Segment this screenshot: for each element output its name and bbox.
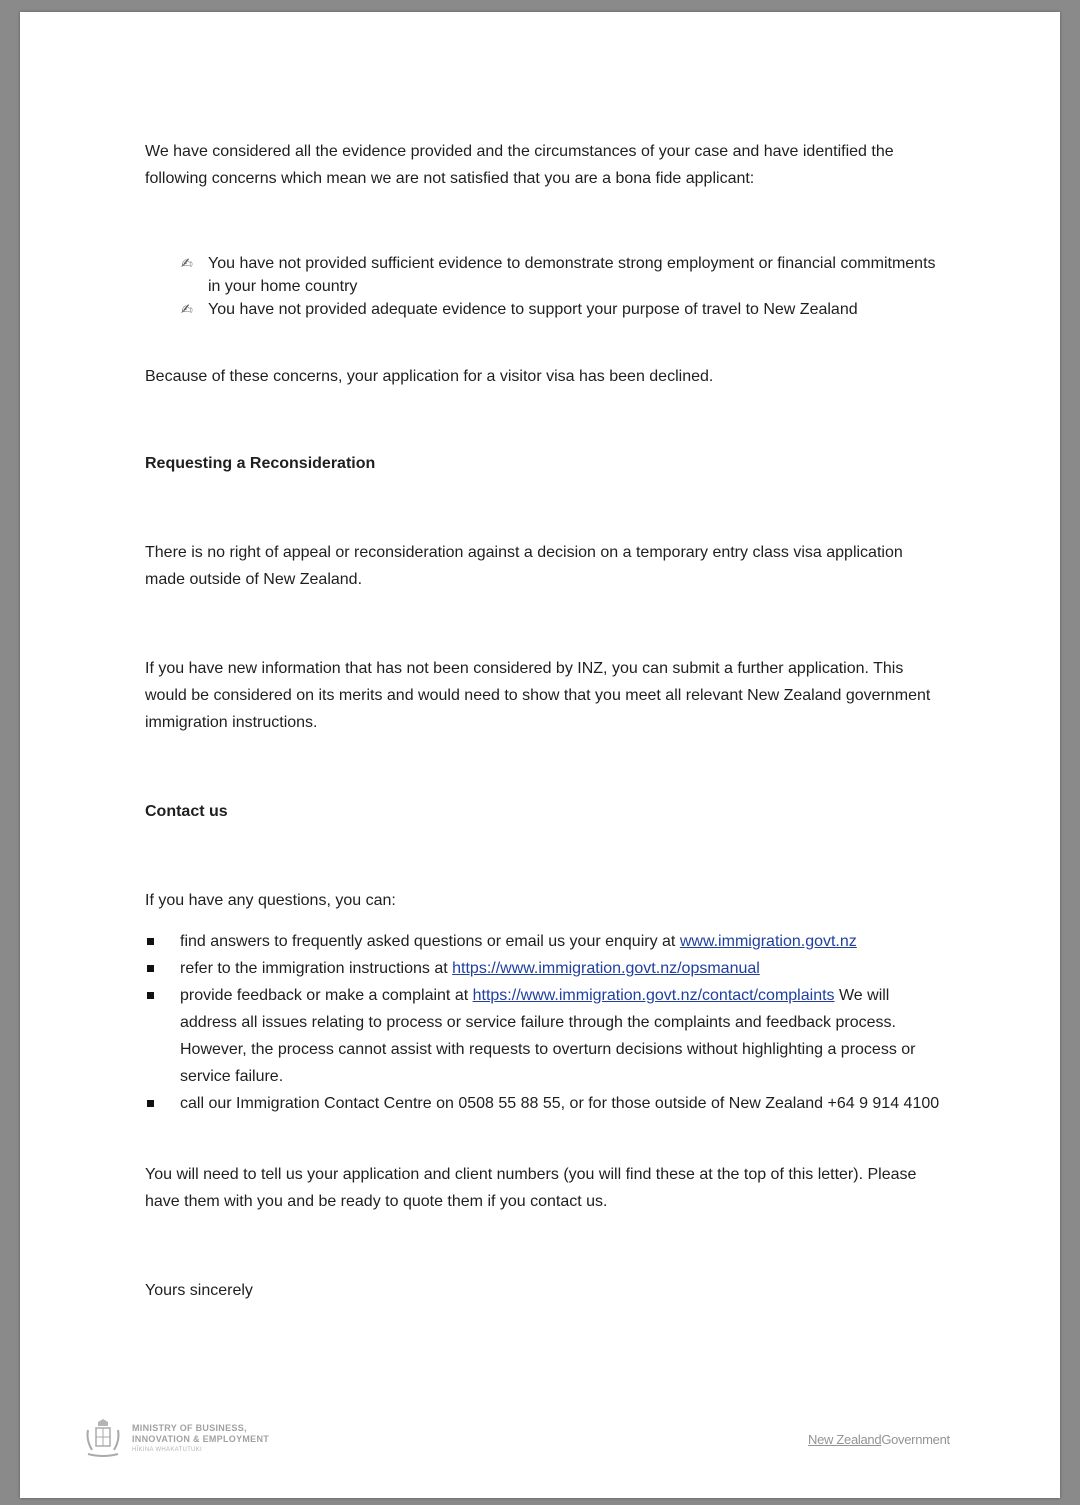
- contact-item-faq: [145, 928, 945, 955]
- concern-text: You have not provided sufficient evidence to demonstrate strong employment or financial commitments in your home country: [208, 255, 936, 295]
- concern-item: [181, 298, 945, 321]
- immigration-website-link[interactable]: www.immigration.govt.nz: [679, 933, 857, 950]
- mbie-wordmark: [132, 1423, 269, 1456]
- declined-paragraph: Because of these concerns, your application for a visitor visa has been declined.: [145, 368, 714, 385]
- intro-paragraph: We have considered all the evidence provided and the circumstances of your case and have identified the following concerns which mean we are not satisfied that you are a bona fide applicant:: [145, 143, 894, 187]
- square-bullet-icon: [147, 965, 154, 972]
- complaint-note: We will address all issues relating to process or service failure through the complaints and feedback process. However, the process cannot assist with requests to overturn decisions without highlighting a process or service failure.: [180, 987, 916, 1085]
- nzgov-part-2: Government: [881, 1432, 950, 1447]
- pencil-check-icon: ✍: [181, 301, 193, 317]
- square-bullet-icon: [147, 992, 154, 999]
- contact-list: [145, 928, 945, 1117]
- faq-text: find answers to frequently asked questions or email us your enquiry at: [180, 933, 676, 950]
- numbers-paragraph: You will need to tell us your application and client numbers (you will find these at the top of this letter). Please have them with you and be ready to quote them if you contact us.: [145, 1166, 917, 1210]
- concern-text: You have not provided adequate evidence to support your purpose of travel to New Zealand: [208, 301, 858, 318]
- questions-intro: If you have any questions, you can:: [145, 892, 396, 909]
- mbie-line-2: INNOVATION & EMPLOYMENT: [132, 1433, 270, 1444]
- contact-item-complaint: [145, 982, 945, 1090]
- letter-body: [145, 138, 945, 1304]
- contact-item-opsmanual: [145, 955, 945, 982]
- complaints-link[interactable]: https://www.immigration.govt.nz/contact/complaints: [472, 987, 835, 1004]
- new-info-paragraph: If you have new information that has not been considered by INZ, you can submit a further application. This would be considered on its merits and would need to show that you meet all relevant New Zealand government immigration instructions.: [145, 660, 931, 731]
- letter-page: [20, 12, 1060, 1498]
- nz-coat-of-arms-icon: [82, 1418, 124, 1460]
- signoff: Yours sincerely: [145, 1282, 253, 1299]
- nz-government-logo: [808, 1432, 950, 1447]
- square-bullet-icon: [147, 938, 154, 945]
- contact-heading: Contact us: [145, 803, 228, 820]
- mbie-line-3: HĪKINA WHAKATUTUKI: [132, 1446, 202, 1453]
- pencil-check-icon: ✍: [181, 255, 193, 271]
- call-text: call our Immigration Contact Centre on 0508 55 88 55, or for those outside of New Zealand +64 9 914 4100: [180, 1095, 940, 1112]
- opsmanual-text: refer to the immigration instructions at: [180, 960, 448, 977]
- square-bullet-icon: [147, 1100, 154, 1107]
- reconsideration-heading: Requesting a Reconsideration: [145, 455, 376, 472]
- mbie-line-1: MINISTRY OF BUSINESS,: [132, 1422, 247, 1433]
- complaint-text: provide feedback or make a complaint at: [180, 987, 469, 1004]
- appeal-paragraph: There is no right of appeal or reconsideration against a decision on a temporary entry class visa application made outside of New Zealand.: [145, 544, 903, 588]
- contact-item-call: [145, 1090, 945, 1117]
- concern-item: [181, 252, 945, 298]
- opsmanual-link[interactable]: https://www.immigration.govt.nz/opsmanual: [452, 960, 760, 977]
- mbie-logo: [82, 1418, 269, 1460]
- concerns-list: [145, 252, 945, 321]
- nzgov-part-1: New Zealand: [808, 1432, 882, 1447]
